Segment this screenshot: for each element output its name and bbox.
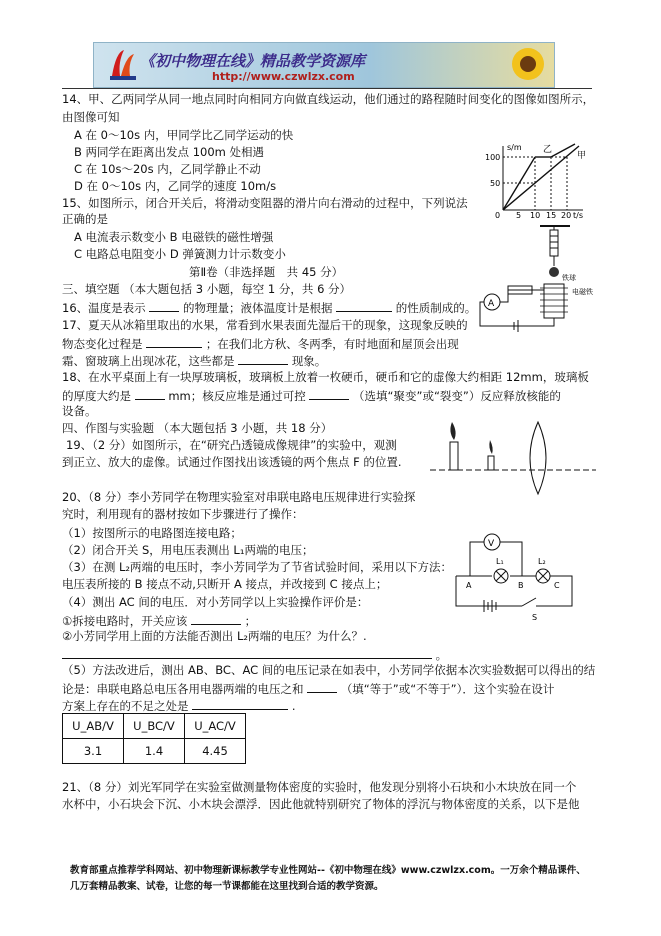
q14-option-d: D 在 0～10s 内，乙同学的速度 10m/s (74, 179, 277, 193)
table-header-uac: U_AC/V (185, 714, 246, 739)
table-cell-uac: 4.45 (185, 739, 246, 764)
q15-options-ab: A 电流表示数变小 B 电磁铁的磁性增强 (74, 230, 274, 244)
q19-text: 19、（2 分）如图所示，在“研究凸透镜成像规律”的实验中，观测 (66, 438, 397, 452)
q18-part-1: 的厚度大约是 (62, 389, 131, 403)
q18-part-3: （选填“聚变”或“裂变”）反应释放核能的 (353, 389, 561, 403)
q20-step-3b: 电压表所接的 B 接点不动,只断开 A 接点，并改接到 C 接点上； (62, 577, 388, 591)
q18-line-3: 设备。 (62, 404, 97, 418)
switch-label: S (532, 613, 538, 622)
q17-blank-1[interactable] (146, 335, 202, 348)
voltmeter-label: V (488, 539, 495, 549)
point-c-label: C (554, 581, 560, 590)
voltage-table (62, 713, 246, 764)
q16-blank-2[interactable] (336, 299, 392, 312)
q15-text-b: 正确的是 (62, 212, 108, 226)
q20-step-5-part-2: （填“等于”或“不等于”）．这个实验在设计 (340, 682, 555, 696)
q17-part-4: 现象。 (291, 354, 327, 368)
q16-part-1: 16、温度是表示 (62, 301, 146, 315)
lens-figure (428, 418, 598, 498)
series-circuit-figure (452, 530, 584, 622)
q17-blank-2[interactable] (238, 352, 288, 365)
q20-step-4: （4）测出 AC 间的电压．对小芳同学以上实验操作评价是： (62, 595, 369, 609)
q20-step-5-line-2 (62, 680, 554, 697)
table-header-uab: U_AB/V (63, 714, 124, 739)
x-tick-10: 10 (530, 211, 541, 220)
q20-blank-4[interactable] (192, 697, 288, 710)
q17-line-3 (62, 352, 326, 369)
section-four-heading: 四、作图与实验题 （本大题包括 3 小题，共 18 分） (62, 421, 333, 435)
q20-eval-2-end: 。 (435, 648, 448, 662)
ammeter-label: A (488, 299, 495, 309)
q21-text: 21、（8 分）刘光军同学在实验室做测量物体密度的实验时，他发现分别将小石块和小木块放在同一个 (62, 780, 577, 794)
footer-line-2: 几万套精品教案、试卷，让您的每一节课都能在这里找到合适的教学资源。 (70, 881, 384, 892)
q17-text: 17、夏天从冰箱里取出的水果，常看到水果表面先湿后干的现象，这现象反映的 (62, 318, 468, 332)
q15-options-cd: C 电路总电阻变小 D 弹簧测力计示数变小 (74, 247, 286, 261)
table-cell-ubc: 1.4 (124, 739, 185, 764)
x-tick-15: 15 (546, 211, 557, 220)
electromagnet-figure (478, 222, 593, 332)
q20-eval-1-end: ； (244, 614, 257, 628)
q18-line-2 (62, 387, 561, 404)
x-tick-20: 20 (561, 211, 572, 220)
x-axis-unit: t/s (573, 211, 583, 220)
point-a-label: A (466, 581, 472, 590)
q20-step-5-line-3 (62, 697, 295, 714)
q14-option-a: A 在 0～10s 内，甲同学比乙同学运动的快 (74, 128, 294, 142)
q16-blank-1[interactable] (149, 299, 179, 312)
q20-step-5: （5）方法改进后，测出 AB、BC、AC 间的电压记录在如表中，小芳同学依据本次实验数据可以得出的结 (62, 663, 596, 677)
point-b-label: B (518, 581, 524, 590)
q17-line-2 (62, 335, 459, 352)
table-header-ubc: U_BC/V (124, 714, 185, 739)
table-row (63, 739, 246, 764)
series-label-jia: 甲 (577, 151, 587, 161)
q17-part-3: 霜、窗玻璃上出现冰花，这些都是 (62, 354, 235, 368)
q15-text: 15、如图所示，闭合开关后，将滑动变阻器的滑片向右滑动的过程中，下列说法 (62, 196, 468, 210)
lamp-l2-label: L₂ (538, 557, 546, 566)
x-tick-5: 5 (516, 211, 522, 220)
q18-blank-1[interactable] (135, 387, 165, 400)
q18-blank-2[interactable] (309, 387, 349, 400)
q20-step-5-end: . (291, 699, 296, 713)
lamp-l1-label: L₁ (496, 557, 504, 566)
q20-text: 20、（8 分）李小芳同学在物理实验室对串联电路电压规律进行实验探 (62, 490, 416, 504)
footer-line-1: 教育部重点推荐学科网站、初中物理新课标教学专业性网站--《初中物理在线》www.czwlzx.com。一万余个精品课件、 (70, 865, 586, 876)
q20-blank-2[interactable] (62, 646, 432, 659)
q20-eval-1 (62, 612, 256, 629)
q20-text-b: 究时，利用现有的器材按如下步骤进行了操作： (62, 507, 304, 521)
series-label-yi: 乙 (543, 145, 553, 155)
part-two-heading: 第Ⅱ卷（非选择题 共 45 分） (189, 265, 344, 279)
q14-option-c: C 在 10s～20s 内，乙同学静止不动 (74, 162, 261, 176)
table-row (63, 714, 246, 739)
q20-step-1: （1）按图所示的电路图连接电路； (62, 526, 242, 540)
electromagnet-label-1: 电磁铁 (572, 288, 593, 296)
distance-time-graph (475, 140, 590, 220)
banner-title: 《初中物理在线》精品教学资源库 (140, 52, 366, 70)
iron-ball-label: 铁球 (562, 274, 576, 282)
q16-part-2: 的物理量；液体温度计是根据 (182, 301, 333, 315)
q20-eval-1-text: ①拆接电路时，开关应该 (62, 614, 188, 628)
q16-part-3: 的性质制成的。 (395, 301, 477, 315)
q20-eval-2-answer (62, 646, 447, 663)
q20-blank-3[interactable] (307, 680, 337, 693)
q20-eval-2: ②小芳同学用上面的方法能否测出 L₂两端的电压？为什么？. (62, 629, 367, 643)
q20-step-3: （3）在测 L₂两端的电压时，李小芳同学为了节省试验时间，采用以下方法： (62, 560, 452, 574)
banner-url: http://www.czwlzx.com (212, 70, 355, 83)
sunflower-icon (505, 44, 551, 84)
q20-blank-1[interactable] (191, 612, 241, 625)
q14-option-b: B 两同学在距离出发点 100m 处相遇 (74, 145, 265, 159)
table-cell-uab: 3.1 (63, 739, 124, 764)
q20-step-5-part-3: 方案上存在的不足之处是 (62, 699, 189, 713)
q20-step-2: （2）闭合开关 S，用电压表测出 L₁两端的电压； (62, 543, 314, 557)
logo-icon (108, 46, 138, 82)
q14-text-b: 由图像可知 (62, 110, 120, 124)
header-rule (62, 88, 592, 89)
q16-text (62, 299, 476, 316)
y-axis-unit: s/m (507, 143, 522, 152)
q20-step-5-part-1: 论是：串联电路总电压各用电器两端的电压之和 (62, 682, 304, 696)
q17-part-1: 物态变化过程是 (62, 337, 143, 351)
q19-text-b: 到正立、放大的虚像。试通过作图找出该透镜的两个焦点 F 的位置. (62, 455, 402, 469)
y-tick-100: 100 (485, 153, 501, 162)
q14-text: 14、甲、乙两同学从同一地点同时向相同方向做直线运动，他们通过的路程随时间变化的图像如图所示， (62, 92, 595, 106)
y-tick-0: 0 (495, 211, 501, 220)
q17-part-2: ；在我们北方秋、冬两季，有时地面和屋顶会出现 (205, 337, 459, 351)
section-three-heading: 三、填空题 （本大题包括 3 小题，每空 1 分，共 6 分） (62, 282, 352, 296)
q18-part-2: mm；核反应堆是通过可控 (168, 389, 306, 403)
y-tick-50: 50 (490, 179, 501, 188)
q21-text-b: 水杯中，小石块会下沉、小木块会漂浮．因此他就特别研究了物体的浮沉与物体密度的关系，以下是他 (62, 797, 580, 811)
q18-text: 18、在水平桌面上有一块厚玻璃板，玻璃板上放着一枚硬币，硬币和它的虚像大约相距 12mm，玻璃板 (62, 370, 589, 384)
